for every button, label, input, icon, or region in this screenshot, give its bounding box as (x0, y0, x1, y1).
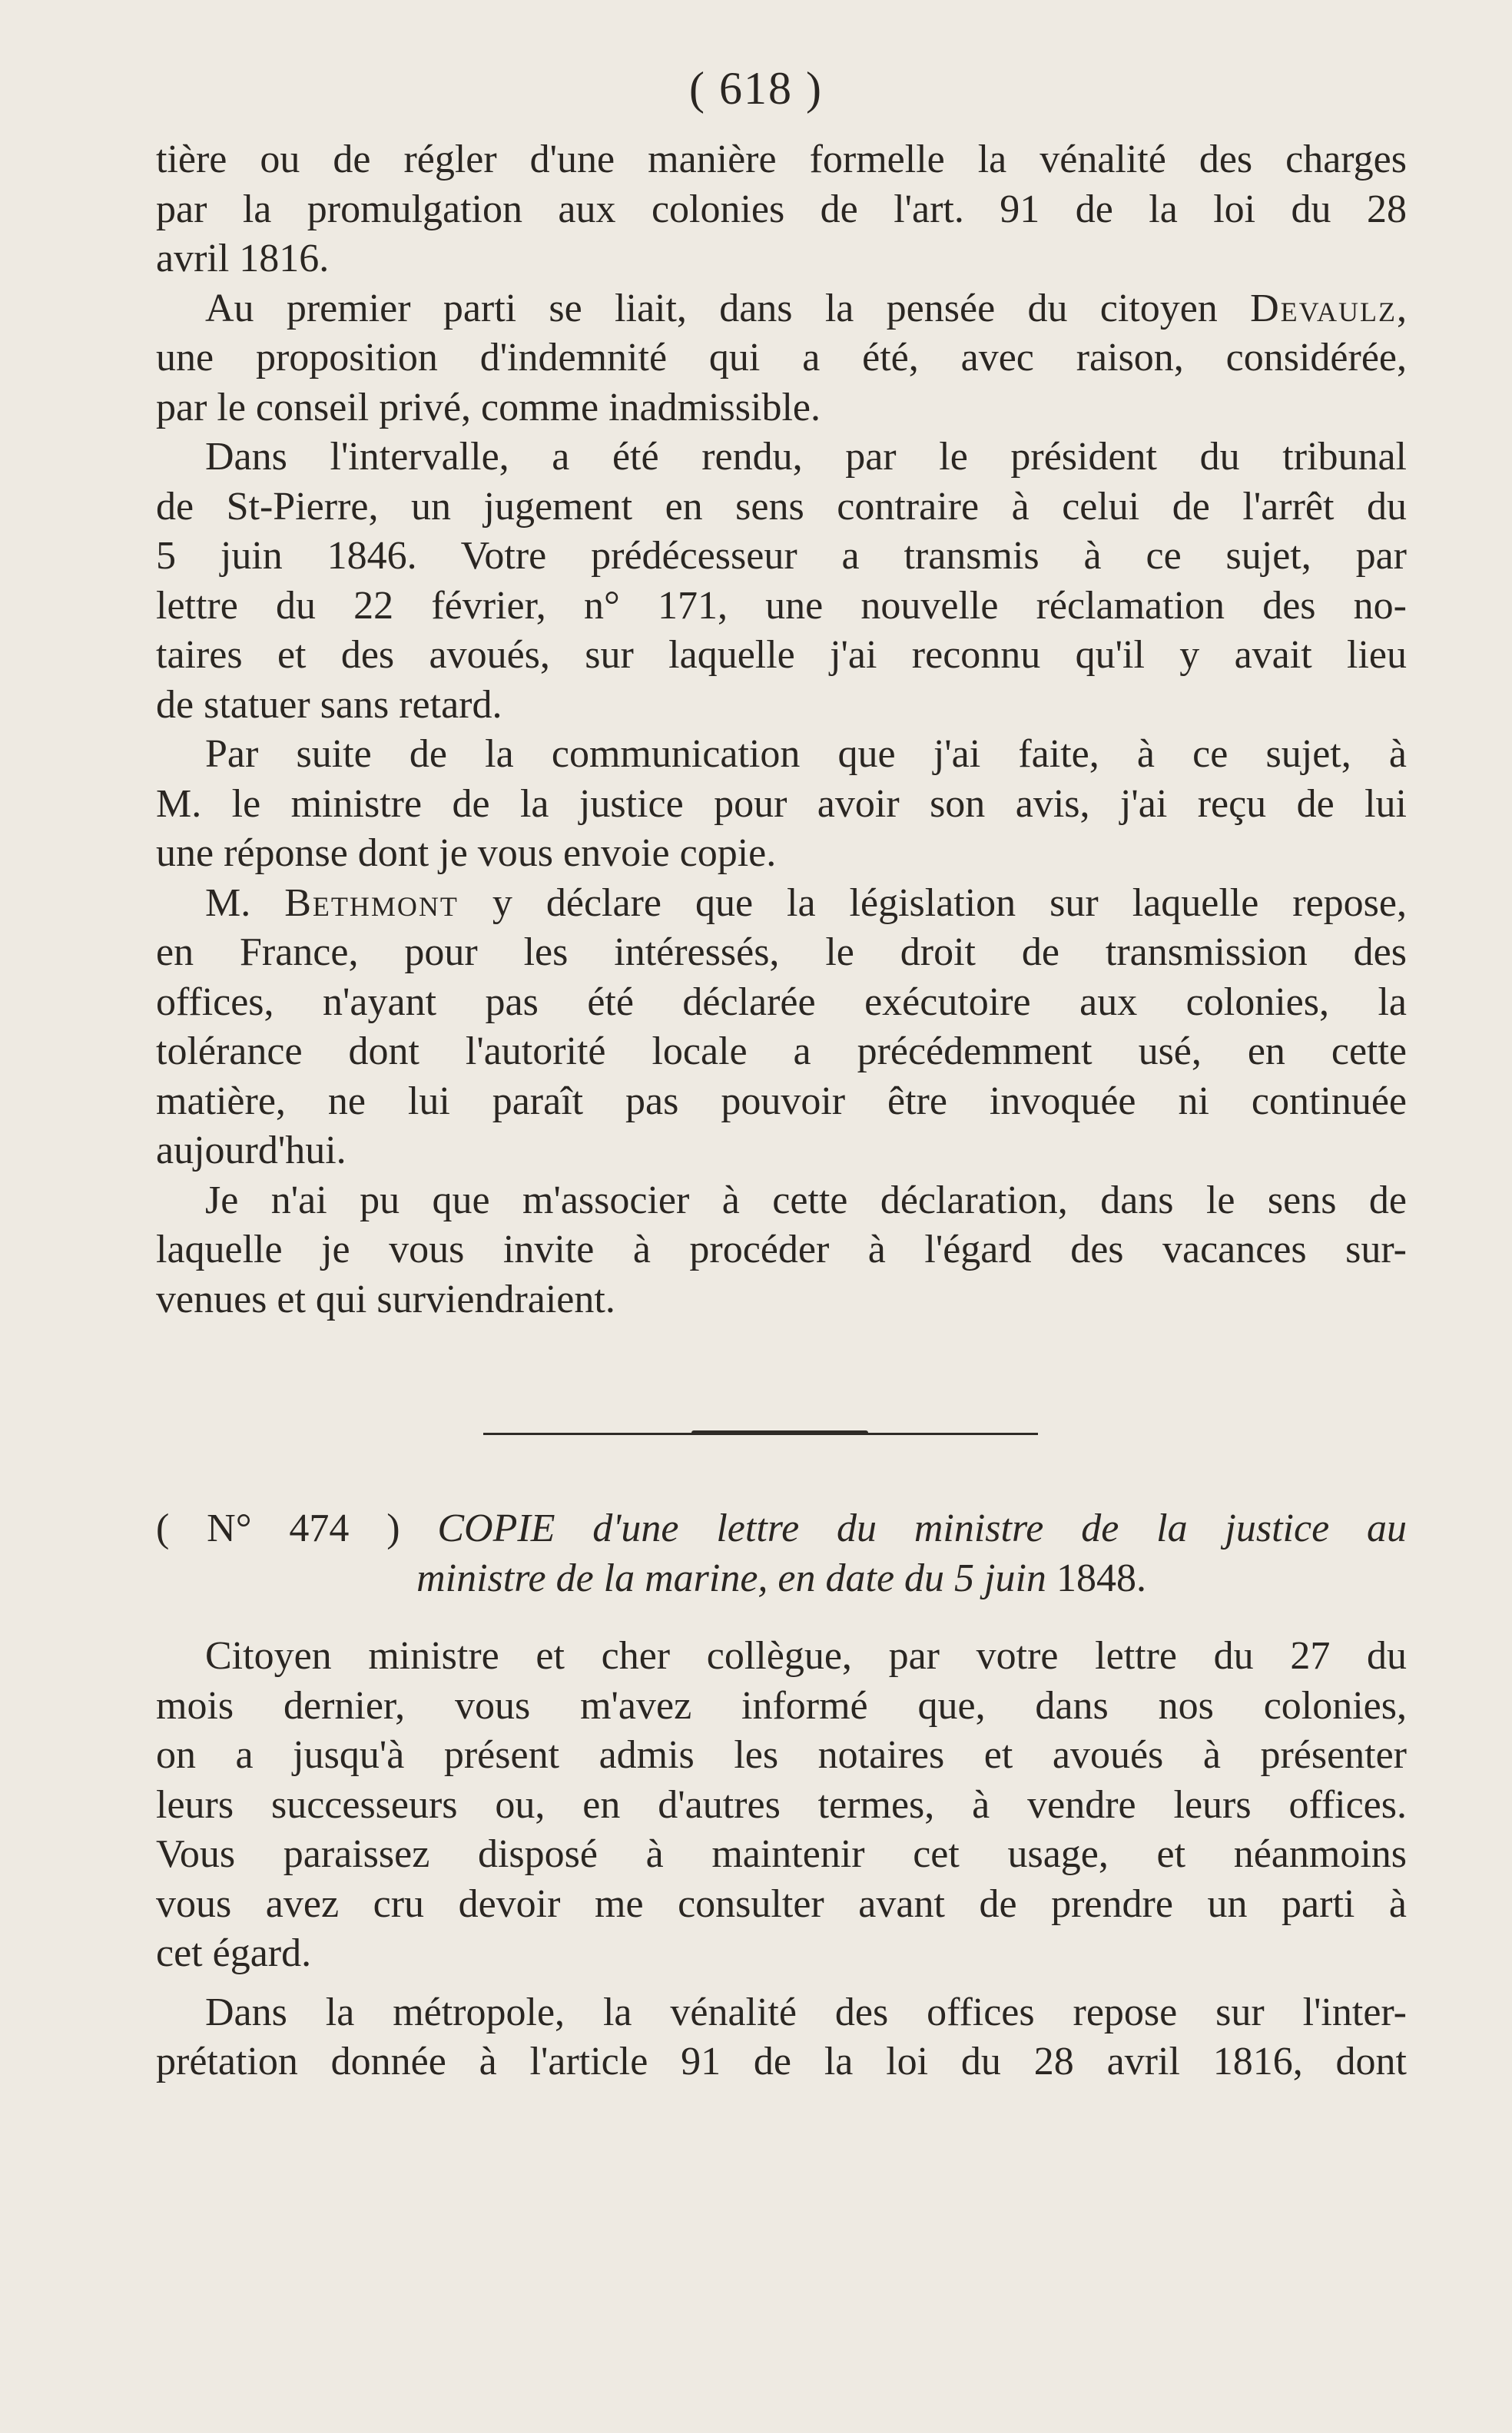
heading-date: 5 juin (954, 1556, 1046, 1600)
text-line (156, 879, 1407, 929)
text-line: de statuer sans retard. (156, 682, 502, 727)
text-line: une réponse dont je vous envoie copie. (156, 831, 777, 875)
text-line: leurs successeurs ou, en d'autres termes, à vendre leurs offices. (156, 1782, 1407, 1827)
text-line: Vous paraissez disposé à maintenir cet usage, et néanmoins (156, 1832, 1407, 1876)
text-line: matière, ne lui paraît pas pouvoir être invoquée ni continuée (156, 1079, 1407, 1123)
text-line: cet égard. (156, 1931, 312, 1975)
person-name: Devaulz (1250, 286, 1397, 330)
text-line: avril 1816. (156, 237, 330, 280)
text-line (156, 284, 1407, 334)
paragraph (156, 284, 1407, 433)
text-line: tolérance dont l'autorité locale a précédemment usé, en cette (156, 1029, 1407, 1073)
text-line: par le conseil privé, comme inadmissible. (156, 385, 821, 429)
text-line: M. le ministre de la justice pour avoir son avis, j'ai reçu de lui (156, 781, 1407, 826)
paragraph (156, 730, 1407, 879)
paragraph (156, 1176, 1407, 1325)
text-line: une proposition d'indemnité qui a été, avec raison, considérée, (156, 336, 1407, 380)
heading-line (156, 1504, 1407, 1554)
text-line: taires et des avoués, sur laquelle j'ai reconnu qu'il y avait lieu (156, 633, 1407, 677)
text-line: Dans la métropole, la vénalité des offices repose sur l'inter- (205, 1990, 1407, 2034)
text-line: offices, n'ayant pas été déclarée exécutoire aux colonies, la (156, 979, 1407, 1024)
letter-continuation (156, 135, 1407, 1324)
paragraph (156, 135, 1407, 284)
text-run: , (1397, 286, 1407, 330)
paragraph (156, 433, 1407, 730)
letter-body (156, 1632, 1407, 2087)
document-heading (156, 1504, 1407, 1603)
text-line: Je n'ai pu que m'associer à cette déclaration, dans le sens de (205, 1178, 1407, 1222)
page-number: ( 618 ) (689, 63, 823, 114)
heading-year: 1848. (1046, 1556, 1146, 1600)
text-line: Par suite de la communication que j'ai faite, à ce sujet, à (205, 732, 1407, 776)
text-line: de St-Pierre, un jugement en sens contraire à celui de l'arrêt du (156, 484, 1407, 529)
text-line: en France, pour les intéressés, le droit de transmission des (156, 930, 1407, 974)
paragraph (156, 1632, 1407, 1979)
heading-title: COPIE d'une lettre du ministre de la justice au (437, 1507, 1408, 1550)
section-divider-ornament (691, 1430, 868, 1435)
document-number: ( N° 474 ) (156, 1507, 400, 1550)
text-line: prétation donnée à l'article 91 de la loi du 28 avril 1816, dont (156, 2040, 1407, 2083)
text-line: 5 juin 1846. Votre prédécesseur a transmis à ce sujet, par (156, 534, 1407, 578)
paragraph (156, 879, 1407, 1176)
text-line: Citoyen ministre et cher collègue, par votre lettre du 27 du (205, 1634, 1407, 1678)
text-line: lettre du 22 février, n° 171, une nouvelle réclamation des no- (156, 583, 1407, 628)
text-run: M. (205, 880, 285, 925)
text-line: tière ou de régler d'une manière formelle la vénalité des charges (156, 138, 1407, 181)
text-line: Dans l'intervalle, a été rendu, par le président du tribunal (205, 435, 1407, 479)
person-name: Bethmont (284, 880, 459, 925)
text-line: aujourd'hui. (156, 1129, 346, 1172)
text-line: venues et qui surviendraient. (156, 1277, 615, 1321)
text-line: par la promulgation aux colonies de l'art. 91 de la loi du 28 (156, 187, 1407, 231)
text-run: y déclare que la législation sur laquelle repose, (458, 880, 1407, 925)
text-line: laquelle je vous invite à procéder à l'égard des vacances sur- (156, 1228, 1407, 1271)
paragraph (156, 1988, 1407, 2087)
text-line: mois dernier, vous m'avez informé que, dans nos colonies, (156, 1683, 1407, 1728)
heading-line (156, 1554, 1407, 1604)
text-line: vous avez cru devoir me consulter avant de prendre un parti à (156, 1881, 1407, 1926)
text-run: Au premier parti se liait, dans la pensée du citoyen (205, 286, 1251, 330)
text-line: on a jusqu'à présent admis les notaires et avoués à présenter (156, 1733, 1407, 1777)
heading-text: ministre de la marine, en date du (416, 1556, 955, 1600)
